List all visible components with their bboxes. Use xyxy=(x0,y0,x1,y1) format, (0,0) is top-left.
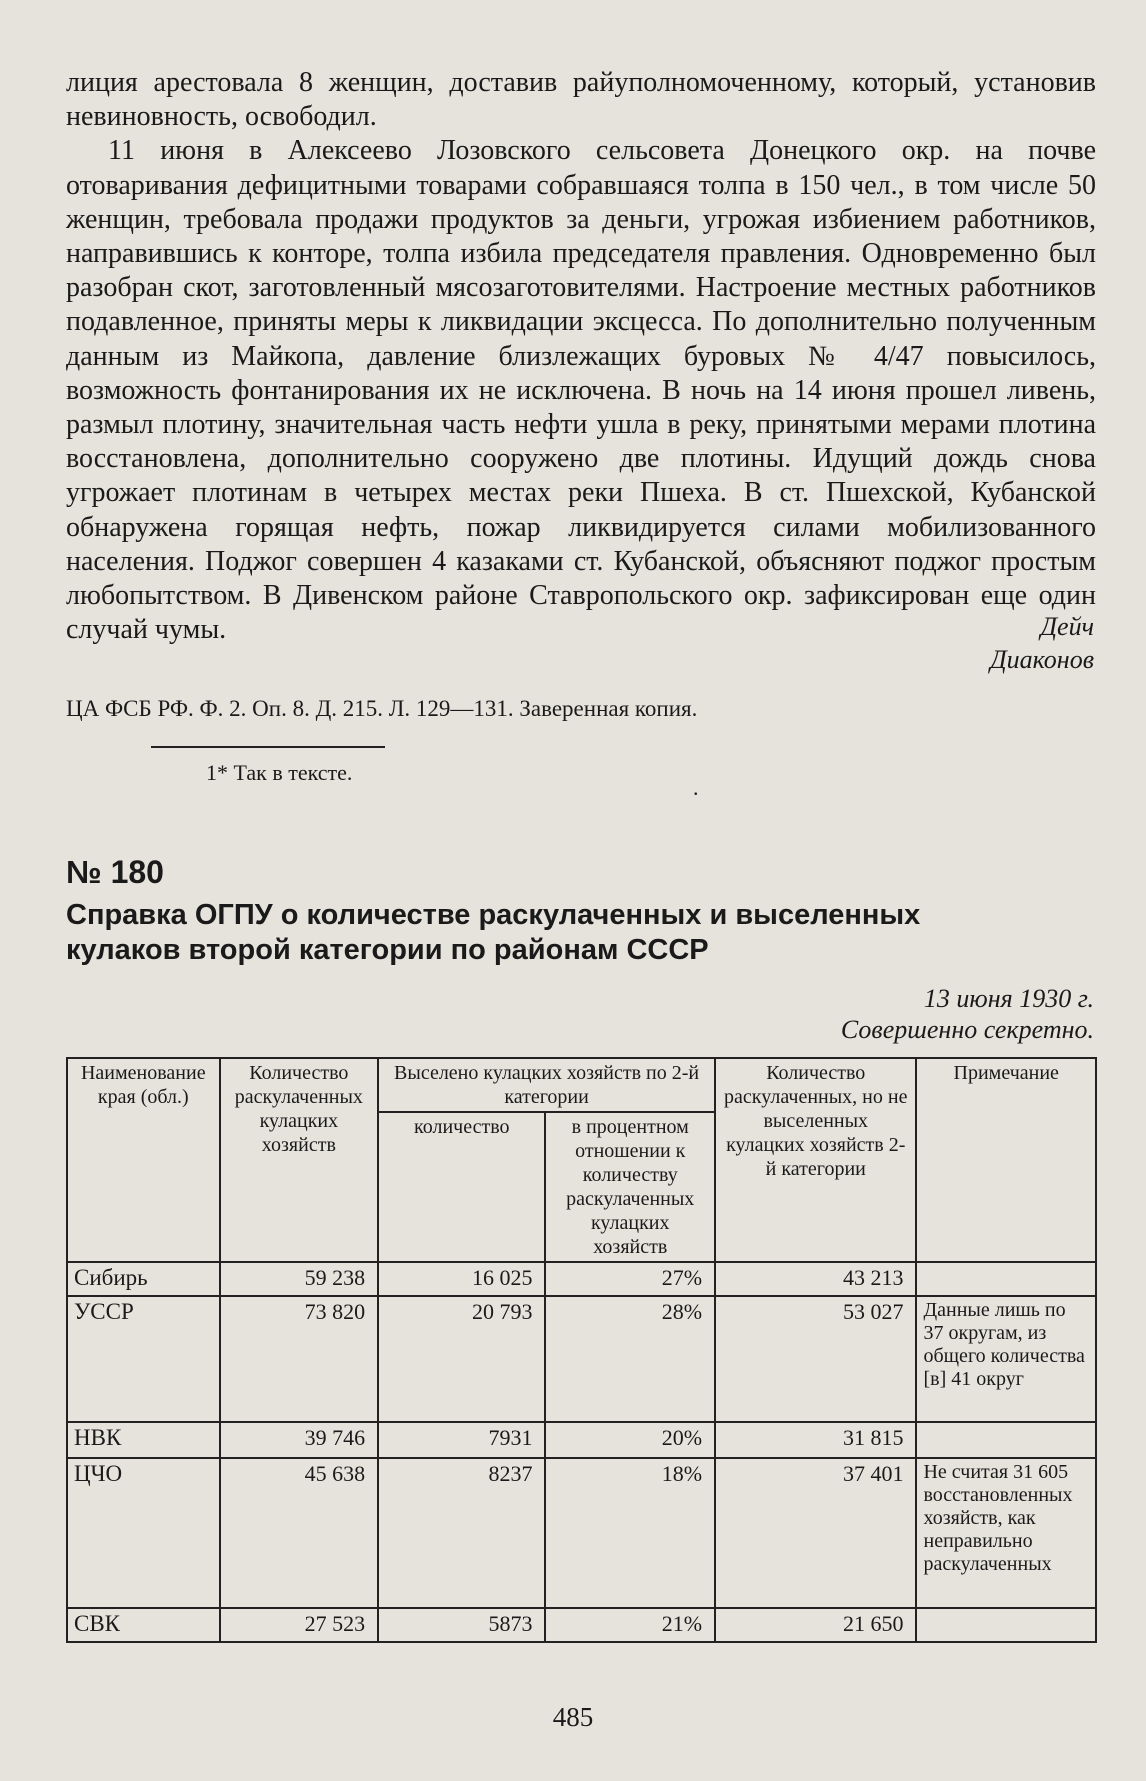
footnote-divider xyxy=(151,746,385,748)
cell-region: Сибирь xyxy=(67,1262,220,1296)
cell-evicted: 8237 xyxy=(378,1458,545,1608)
cell-region: ЦЧО xyxy=(67,1458,220,1608)
page-number: 485 xyxy=(552,1702,594,1732)
cell-note: Не считая 31 605 восстановленных хозяйств, как неправильно раскулаченных xyxy=(916,1458,1096,1608)
cell-region: СВК xyxy=(67,1608,220,1642)
body-text xyxy=(66,66,1096,647)
archive-source: ЦА ФСБ РФ. Ф. 2. Оп. 8. Д. 215. Л. 129—131. Заверенная копия. xyxy=(66,696,698,721)
cell-note xyxy=(916,1422,1096,1458)
paragraph-1: лиция арестовала 8 женщин, доставив райуполномоченному, который, установив невиновность, освободил. xyxy=(66,67,1096,133)
stray-dot: . xyxy=(693,775,699,800)
cell-percent: 27% xyxy=(545,1262,715,1296)
cell-dekulakized: 27 523 xyxy=(220,1608,379,1642)
cell-region: УССР xyxy=(67,1296,220,1422)
cell-dekulakized: 45 638 xyxy=(220,1458,379,1608)
footnote: 1* Так в тексте. xyxy=(206,760,353,785)
header-not-evicted: Количество раскулаченных, но не выселенных кулацких хозяйств 2-й категории xyxy=(715,1058,916,1262)
cell-evicted: 5873 xyxy=(378,1608,545,1642)
cell-percent: 28% xyxy=(545,1296,715,1422)
signature-deich: Дейч xyxy=(1040,612,1094,641)
cell-not-evicted: 21 650 xyxy=(715,1608,916,1642)
cell-dekulakized: 73 820 xyxy=(220,1296,379,1422)
header-evicted-count: количество xyxy=(378,1112,545,1262)
table-row xyxy=(67,1608,1096,1642)
document-number: № 180 xyxy=(66,854,164,890)
header-evicted-percent: в процентном отношении к количеству раскулаченных кулацких хозяйств xyxy=(545,1112,715,1262)
cell-percent: 18% xyxy=(545,1458,715,1608)
signature-diakonov: Диаконов xyxy=(990,645,1094,674)
table-row xyxy=(67,1262,1096,1296)
header-dekulakized: Количество раскулаченных кулацких хозяйств xyxy=(220,1058,379,1262)
table-row xyxy=(67,1422,1096,1458)
table-row xyxy=(67,1296,1096,1422)
table-row xyxy=(67,1458,1096,1608)
cell-not-evicted: 31 815 xyxy=(715,1422,916,1458)
cell-percent: 21% xyxy=(545,1608,715,1642)
paragraph-2: 11 июня в Алексеево Лозовского сельсовета Донецкого окр. на почве отоваривания дефицитными товарами собравшаяся толпа в 150 чел., в том числе 50 женщин, требовала продажи продуктов за деньги, угрожая избиением работников, направившись к конторе, толпа избила председателя правления. Одновременно был разобран скот, заготовленный мясозаготовителями. Настроение местных работников подавленное, приняты меры к ликвидации эксцесса. По дополнительно полученным данным из Майкопа, давление близлежащих буровых № 4/47 повысилось, возможность фонтанирования их не исключена. В ночь на 14 июня прошел ливень, размыл плотину, значительная часть нефти ушла в реку, принятыми мерами плотина восстановлена, дополнительно сооружено две плотины. Идущий дождь снова угрожает плотинам в четырех местах реки Пшеха. В ст. Пшехской, Кубанской обнаружена горящая нефть, пожар ликвидируется силами мобилизованного населения. Поджог совершен 4 казаками ст. Кубанской, объясняют поджог простым любопытством. В Дивенском районе Ставропольского окр. зафиксирован еще один случай чумы. xyxy=(66,135,1096,646)
table-header-row xyxy=(67,1058,1096,1112)
cell-evicted: 16 025 xyxy=(378,1262,545,1296)
document-title: Справка ОГПУ о количестве раскулаченных и выселенных кулаков второй категории по районам СССР xyxy=(66,899,921,966)
cell-percent: 20% xyxy=(545,1422,715,1458)
document-classification: Совершенно секретно. xyxy=(840,1015,1094,1044)
cell-region: НВК xyxy=(67,1422,220,1458)
cell-not-evicted: 37 401 xyxy=(715,1458,916,1608)
cell-evicted: 7931 xyxy=(378,1422,545,1458)
cell-note: Данные лишь по 37 округам, из общего количества [в] 41 округ xyxy=(916,1296,1096,1422)
cell-dekulakized: 59 238 xyxy=(220,1262,379,1296)
cell-note xyxy=(916,1262,1096,1296)
dekulakization-table xyxy=(66,1057,1097,1643)
cell-not-evicted: 43 213 xyxy=(715,1262,916,1296)
header-note: Примечание xyxy=(916,1058,1096,1262)
header-region: Наименование края (обл.) xyxy=(67,1058,220,1262)
cell-evicted: 20 793 xyxy=(378,1296,545,1422)
document-date: 13 июня 1930 г. xyxy=(923,984,1094,1013)
cell-not-evicted: 53 027 xyxy=(715,1296,916,1422)
cell-dekulakized: 39 746 xyxy=(220,1422,379,1458)
cell-note xyxy=(916,1608,1096,1642)
header-evicted-group: Выселено кулацких хозяйств по 2-й категории xyxy=(378,1058,715,1112)
